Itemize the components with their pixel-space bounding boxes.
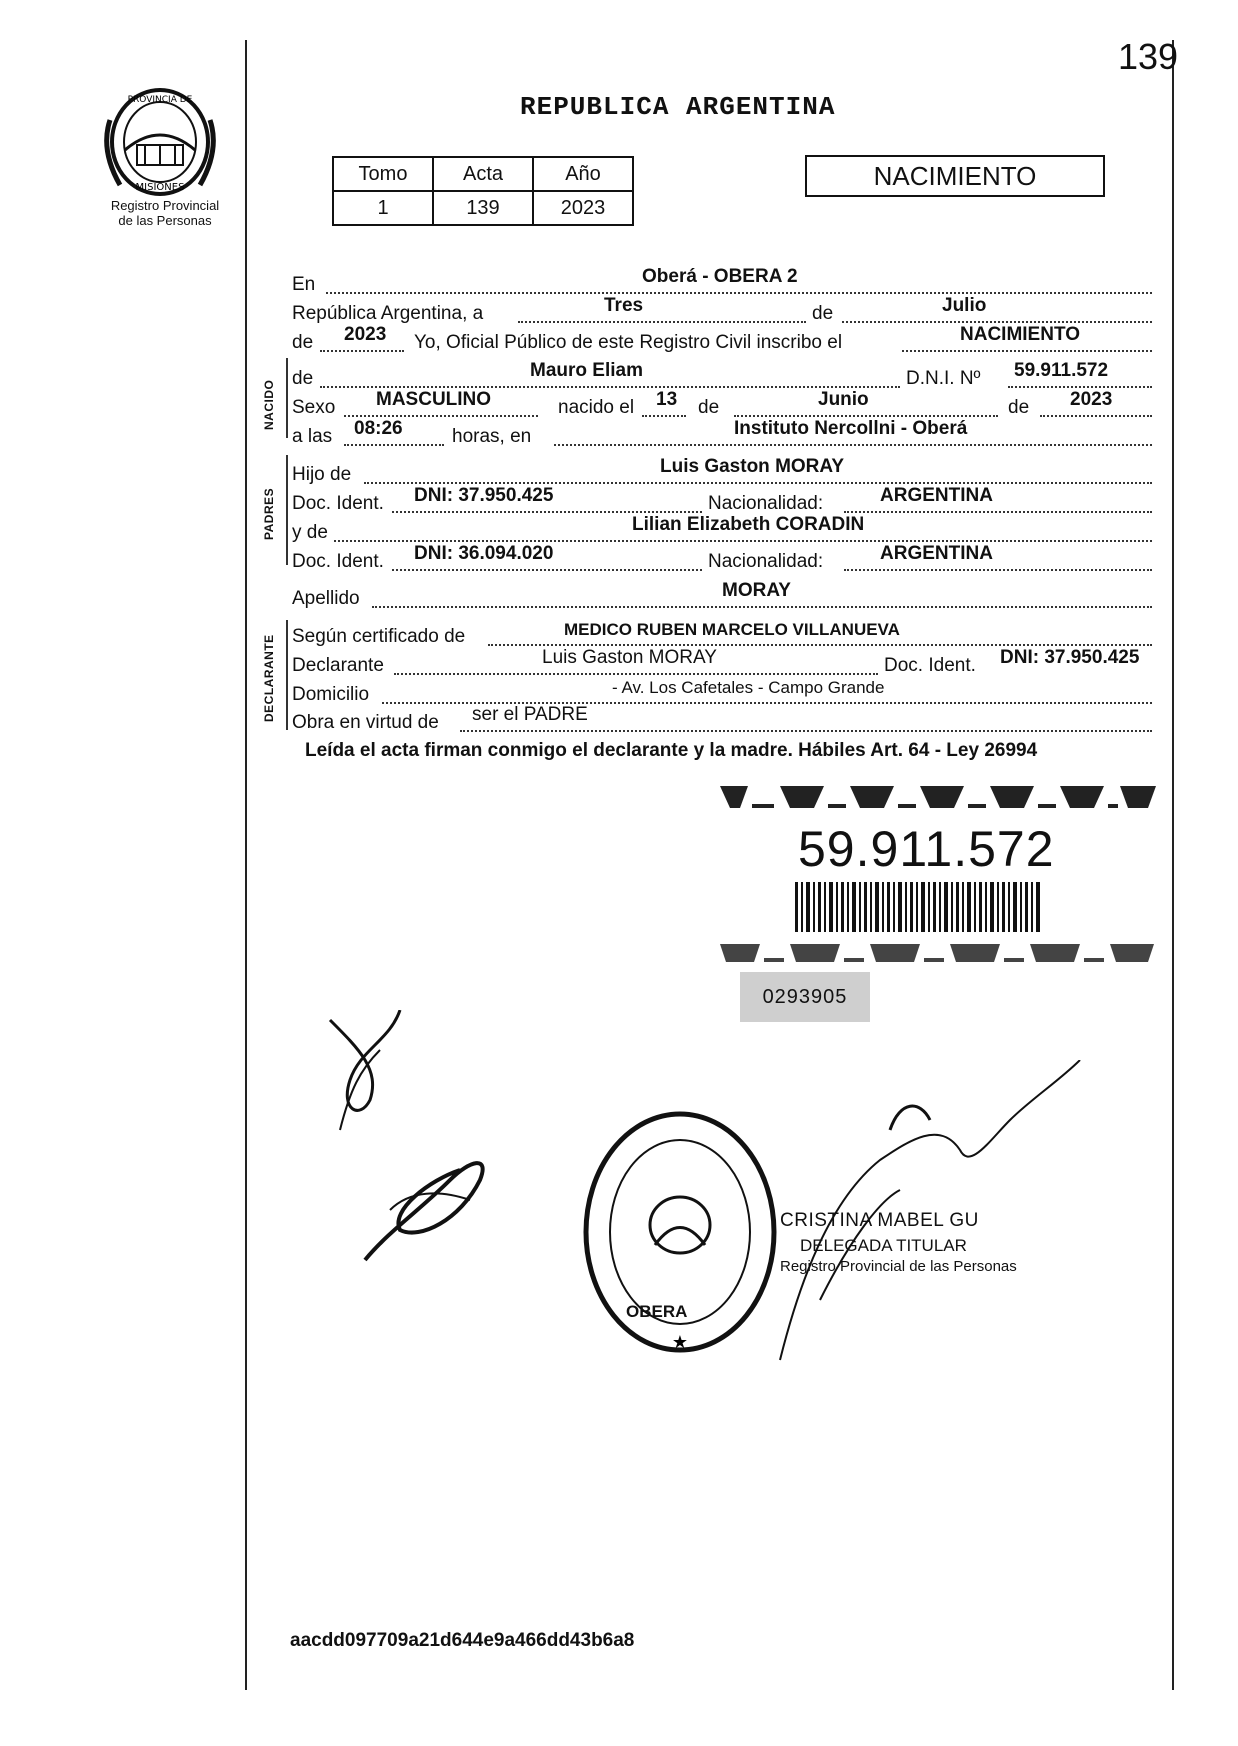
declarante-value: Luis Gaston MORAY <box>542 647 717 668</box>
closing-note: Leída el acta firman conmigo el declarante y la madre. Hábiles Art. 64 - Ley 26994 <box>305 740 1038 761</box>
right-margin-line <box>1172 40 1174 1690</box>
en-label: En <box>292 274 316 295</box>
record-table <box>332 156 634 226</box>
dots <box>394 673 878 675</box>
sexo-value: MASCULINO <box>376 389 492 410</box>
line-anio <box>292 326 1152 356</box>
de-label: de <box>812 303 834 324</box>
dots <box>642 415 686 417</box>
line-certificado <box>292 620 1152 650</box>
dots <box>460 730 1152 732</box>
doc-label: Doc. Ident. <box>292 493 384 514</box>
nac-mes: Junio <box>818 389 869 410</box>
svg-text:★: ★ <box>671 1332 689 1353</box>
nac-anio: 2023 <box>1070 389 1113 410</box>
doc3-value: DNI: 37.950.425 <box>1000 647 1140 668</box>
yde-label: y de <box>292 522 328 543</box>
rep-label: República Argentina, a <box>292 303 484 324</box>
line-hora <box>292 420 1152 450</box>
official-role: DELEGADA TITULAR <box>800 1236 967 1255</box>
line-padre <box>292 458 1152 488</box>
act-type-box: NACIMIENTO <box>805 155 1105 197</box>
alas-label: a las <box>292 426 333 447</box>
registry-name: Registro Provincial de las Personas <box>110 198 220 228</box>
padres-bar <box>286 455 288 565</box>
certificado-label: Según certificado de <box>292 626 466 647</box>
nacionalidad-label: Nacionalidad: <box>708 551 824 572</box>
signature-left-top-icon <box>320 1010 410 1140</box>
side-label-nacido: NACIDO <box>262 379 276 430</box>
dots <box>734 415 998 417</box>
inscribo-label: Yo, Oficial Público de este Registro Civil inscribo el <box>414 332 843 353</box>
tomo-header: Tomo <box>333 157 433 191</box>
doc1-value: DNI: 37.950.425 <box>414 485 554 506</box>
dots <box>1008 386 1152 388</box>
dots <box>392 569 702 571</box>
de-label: de <box>698 397 720 418</box>
dots <box>1040 415 1152 417</box>
line-sexo <box>292 391 1152 421</box>
doc2-value: DNI: 36.094.020 <box>414 543 554 564</box>
line-madre <box>292 516 1152 546</box>
left-margin-line <box>245 40 247 1690</box>
control-stamp: 0293905 <box>740 972 870 1022</box>
domicilio-value: - Av. Los Cafetales - Campo Grande <box>612 678 885 697</box>
de-label: de <box>1008 397 1030 418</box>
anio-value: 2023 <box>344 324 387 345</box>
line-doc1 <box>292 487 1152 517</box>
hora-value: 08:26 <box>354 418 403 439</box>
declarante-label: Declarante <box>292 655 384 676</box>
dots <box>344 415 538 417</box>
certificado-value: MEDICO RUBEN MARCELO VILLANUEVA <box>564 620 900 639</box>
dots <box>518 321 806 323</box>
line-en <box>292 268 1152 298</box>
dots <box>326 292 1152 294</box>
obra-value: ser el PADRE <box>472 704 588 725</box>
barcode <box>795 882 1045 932</box>
large-dni-number: 59.911.572 <box>798 821 1055 877</box>
line-fecha <box>292 297 1152 327</box>
obra-label: Obra en virtud de <box>292 712 439 733</box>
nombre-value: Mauro Eliam <box>530 360 643 381</box>
dots <box>554 444 1152 446</box>
document-hash: aacdd097709a21d644e9a466dd43b6a8 <box>290 1630 635 1651</box>
security-pattern-bottom <box>720 938 1160 968</box>
apellido-value: MORAY <box>722 580 791 601</box>
nac2-value: ARGENTINA <box>880 543 993 564</box>
document-title: REPUBLICA ARGENTINA <box>520 92 836 122</box>
padre-value: Luis Gaston MORAY <box>660 456 845 477</box>
lugar-value: Instituto Nercollni - Oberá <box>734 418 968 439</box>
signature-left-bottom-icon <box>360 1150 500 1270</box>
page-number: 139 <box>1118 36 1179 77</box>
nacido-bar <box>286 358 288 438</box>
mes-value: Julio <box>942 295 987 316</box>
en-value: Oberá - OBERA 2 <box>642 266 798 287</box>
dots <box>372 606 1152 608</box>
dni-label: D.N.I. Nº <box>906 368 981 389</box>
svg-text:MISIONES: MISIONES <box>135 182 185 193</box>
official-org: Registro Provincial de las Personas <box>780 1258 1017 1275</box>
domicilio-label: Domicilio <box>292 684 370 705</box>
hijo-label: Hijo de <box>292 464 352 485</box>
dots <box>344 444 444 446</box>
svg-text:PROVINCIA DE: PROVINCIA DE <box>127 95 193 105</box>
provincial-emblem-icon <box>95 80 225 200</box>
dni-value: 59.911.572 <box>1014 360 1109 381</box>
security-pattern-top <box>720 782 1160 812</box>
seal-city: OBERA <box>626 1302 688 1321</box>
dia-value: Tres <box>604 295 644 316</box>
doc-label: Doc. Ident. <box>292 551 384 572</box>
line-apellido <box>292 582 1152 612</box>
dots <box>392 511 702 513</box>
official-name: CRISTINA MABEL GU <box>780 1210 979 1231</box>
dots <box>844 569 1152 571</box>
declarante-bar <box>286 620 288 730</box>
dots <box>902 350 1152 352</box>
de-label: de <box>292 368 314 389</box>
line-doc2 <box>292 545 1152 575</box>
dots <box>488 644 1152 646</box>
anio-value: 2023 <box>533 191 633 225</box>
dots <box>320 350 404 352</box>
apellido-label: Apellido <box>292 588 360 609</box>
acta-value: 139 <box>433 191 533 225</box>
line-nombre <box>292 362 1152 392</box>
nac-dia: 13 <box>656 389 678 410</box>
de-label: de <box>292 332 314 353</box>
anio-header: Año <box>533 157 633 191</box>
nac1-value: ARGENTINA <box>880 485 993 506</box>
nacionalidad-label: Nacionalidad: <box>708 493 824 514</box>
sexo-label: Sexo <box>292 397 336 418</box>
dots <box>364 482 1152 484</box>
horas-label: horas, en <box>452 426 532 447</box>
line-domicilio <box>292 678 1152 708</box>
nacido-label: nacido el <box>558 397 635 418</box>
side-label-declarante: DECLARANTE <box>262 634 276 722</box>
madre-value: Lilian Elizabeth CORADIN <box>632 514 865 535</box>
doc-label: Doc. Ident. <box>884 655 976 676</box>
dots <box>844 511 1152 513</box>
inscribo-value: NACIMIENTO <box>960 324 1080 345</box>
dots <box>842 321 1152 323</box>
dots <box>320 386 900 388</box>
line-obra <box>292 706 1152 736</box>
line-declarante <box>292 649 1152 679</box>
acta-header: Acta <box>433 157 533 191</box>
tomo-value: 1 <box>333 191 433 225</box>
dots <box>334 540 1152 542</box>
side-label-padres: PADRES <box>262 487 276 540</box>
